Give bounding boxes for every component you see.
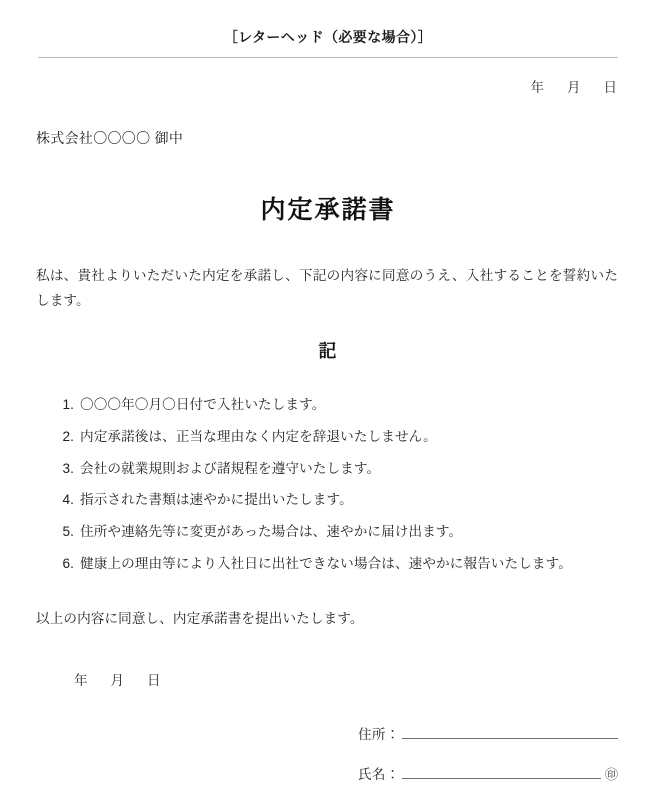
date-line-top	[0, 76, 618, 96]
header-divider	[38, 57, 618, 58]
clause-list	[54, 395, 618, 573]
clause-text: 住所や連絡先等に変更があった場合は、速やかに届け出ます。	[80, 524, 463, 540]
date-top-month: 月	[567, 80, 582, 95]
clause-number: 2.	[62, 428, 74, 444]
clause-item	[62, 554, 618, 574]
clause-text: 内定承諾後は、正当な理由なく内定を辞退いたしません。	[80, 428, 437, 444]
clause-text: 指示された書類は速やかに提出いたします。	[80, 492, 353, 508]
name-label: 氏名：	[358, 767, 400, 783]
clause-item	[62, 395, 618, 415]
date-top-year: 年	[530, 80, 545, 95]
date-top-day: 日	[603, 80, 618, 95]
clause-number: 1.	[62, 397, 74, 413]
seal-icon: ㊞	[604, 767, 618, 783]
clause-text: 会社の就業規則および諸規程を遵守いたします。	[80, 460, 381, 476]
clause-item	[62, 490, 618, 510]
ki-heading: 記	[318, 341, 338, 362]
clause-number: 6.	[62, 555, 74, 571]
clause-number: 5.	[62, 524, 74, 540]
date-line-bottom	[74, 669, 656, 689]
name-signature-row	[358, 763, 618, 783]
clause-text: 健康上の理由等により入社日に出社できない場合は、速やかに報告いたします。	[80, 555, 572, 571]
clause-item	[62, 427, 618, 447]
address-input-line[interactable]	[402, 723, 618, 739]
addressee: 株式会社〇〇〇〇 御中	[36, 130, 184, 146]
closing-statement: 以上の内容に同意し、内定承諾書を提出いたします。	[36, 610, 364, 626]
intro-paragraph: 私は、貴社よりいただいた内定を承諾し、下記の内容に同意のうえ、入社することを誓約いたします。	[36, 268, 618, 309]
date-bottom-year: 年	[74, 673, 89, 689]
clause-text: 〇〇〇年〇月〇日付で入社いたします。	[80, 397, 326, 413]
document-title: 内定承諾書	[260, 196, 396, 224]
signature-block	[0, 723, 618, 803]
name-input-line[interactable]	[402, 763, 601, 779]
date-bottom-day: 日	[147, 673, 162, 689]
clause-number: 4.	[62, 492, 74, 508]
date-bottom-month: 月	[110, 673, 125, 689]
address-signature-row	[358, 723, 618, 743]
clause-item	[62, 522, 618, 542]
clause-number: 3.	[62, 460, 74, 476]
letterhead-placeholder: ［レターヘッド（必要な場合）］	[223, 29, 433, 45]
address-label: 住所：	[358, 727, 400, 743]
clause-item	[62, 459, 618, 479]
